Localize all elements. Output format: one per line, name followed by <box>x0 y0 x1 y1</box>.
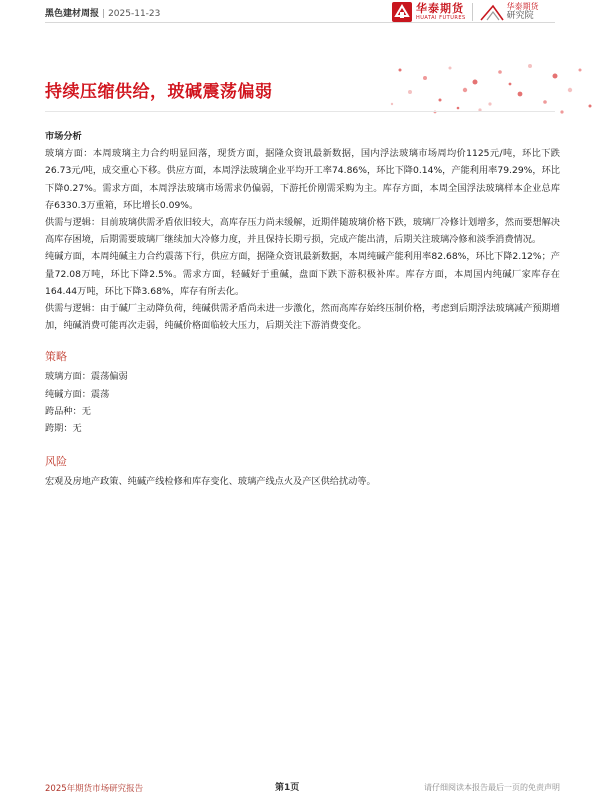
decorative-dot <box>408 90 412 94</box>
report-header <box>45 6 160 19</box>
decorative-dot <box>457 107 460 110</box>
decorative-dot <box>391 103 393 105</box>
header-separator: | <box>102 9 106 19</box>
decorative-dot <box>553 74 558 79</box>
market-paragraph-glass: 玻璃方面：本周玻璃主力合约明显回落，现货方面，据隆众资讯最新数据，国内浮法玻璃市场周均价1125元/吨，环比下跌26.73元/吨，成交重心下移。供应方面，本周浮法玻璃企业平均开工率74.86%，环比下降0.14%，产能利用率79.29%，环比下降0.27%。需求方面，本周浮法玻璃市场需求仍偏弱，下游托价刚需采购为主。库存方面，本周全国浮法玻璃样本企业总库存6330.3万重箱，环比增长0.09%。 <box>45 148 560 211</box>
strategy-line-glass: 玻璃方面：震荡偏弱 <box>45 371 128 383</box>
institute-mark-icon <box>479 2 505 22</box>
strategy-heading: 策略 <box>45 350 67 364</box>
decorative-dot <box>488 102 491 105</box>
disclaimer-note: 请仔细阅读本报告最后一页的免责声明 <box>424 783 560 792</box>
logo-english-name: HUATAI FUTURES <box>416 15 466 21</box>
decorative-dot <box>449 67 452 70</box>
decorative-dot <box>579 69 582 72</box>
logo-chinese-name: 华泰期货 <box>416 2 464 15</box>
report-date: 2025-11-23 <box>108 9 161 19</box>
decorative-dot <box>509 83 512 86</box>
huatai-logo-icon <box>392 2 412 22</box>
market-paragraph-soda: 纯碱方面，本周纯碱主力合约震荡下行，供应方面，据隆众资讯最新数据，本周纯碱产能利用率82.68%，环比下降2.12%；产量72.08万吨，环比下降2.5%。需求方面，轻碱好于重碱，盘面下跌下游积极补库。库存方面，本周国内纯碱厂家库存在164.44万吨，环比下降3.68%，库存有所去化。 <box>45 251 560 297</box>
header-divider <box>45 22 555 23</box>
report-name: 黑色建材周报 <box>45 9 100 19</box>
decorative-dot <box>473 80 478 85</box>
decorative-dot <box>439 99 442 102</box>
institute-line-1: 华泰期货 <box>506 2 539 11</box>
decorative-dot <box>498 70 502 74</box>
market-analysis-heading: 市场分析 <box>45 131 82 142</box>
decorative-dot <box>543 100 547 104</box>
strategy-line-cross-product: 跨品种：无 <box>45 405 91 417</box>
risk-text: 宏观及房地产政策、纯碱产线检修和库存变化、玻璃产线点火及产区供给扰动等。 <box>45 476 376 488</box>
title-divider <box>45 111 555 112</box>
decorative-dot <box>589 105 592 108</box>
decorative-dot <box>463 88 467 92</box>
report-body <box>45 128 560 490</box>
institute-line-2: 研究院 <box>506 11 534 21</box>
risk-heading: 风险 <box>45 455 67 469</box>
decorative-dot <box>568 88 572 92</box>
page-title: 持续压缩供给，玻碱震荡偏弱 <box>45 82 273 102</box>
strategy-line-cross-period: 跨期：无 <box>45 423 82 435</box>
logo-divider <box>472 3 473 21</box>
decorative-dot <box>399 69 402 72</box>
market-paragraph-glass-logic: 供需与逻辑：目前玻璃供需矛盾依旧较大，高库存压力尚未缓解，近期伴随玻璃价格下跌，玻璃厂冷修计划增多，然而要想解决高库存困境，后期需要玻璃厂继续加大冷修力度，并且保持长期亏损，完成产能出清，后期关注玻璃冷修和淡季消费情况。 <box>45 217 560 246</box>
decorative-dot <box>423 76 427 80</box>
decorative-dots <box>380 60 600 115</box>
strategy-line-soda: 纯碱方面：震荡 <box>45 388 110 400</box>
market-paragraph-soda-logic: 供需与逻辑：由于碱厂主动降负荷，纯碱供需矛盾尚未进一步激化，然而高库存始终压制价格，考虑到后期浮法玻璃减产预期增加，纯碱消费可能再次走弱，纯碱价格面临较大压力，后期关注下游消费变化。 <box>45 303 560 332</box>
decorative-dot <box>518 92 523 97</box>
footer-report-label: 2025年期货市场研究报告 <box>45 784 144 794</box>
decorative-dot <box>560 110 563 113</box>
decorative-dot <box>528 64 532 68</box>
page-number: 第1页 <box>275 783 300 793</box>
brand-logo <box>392 0 562 24</box>
